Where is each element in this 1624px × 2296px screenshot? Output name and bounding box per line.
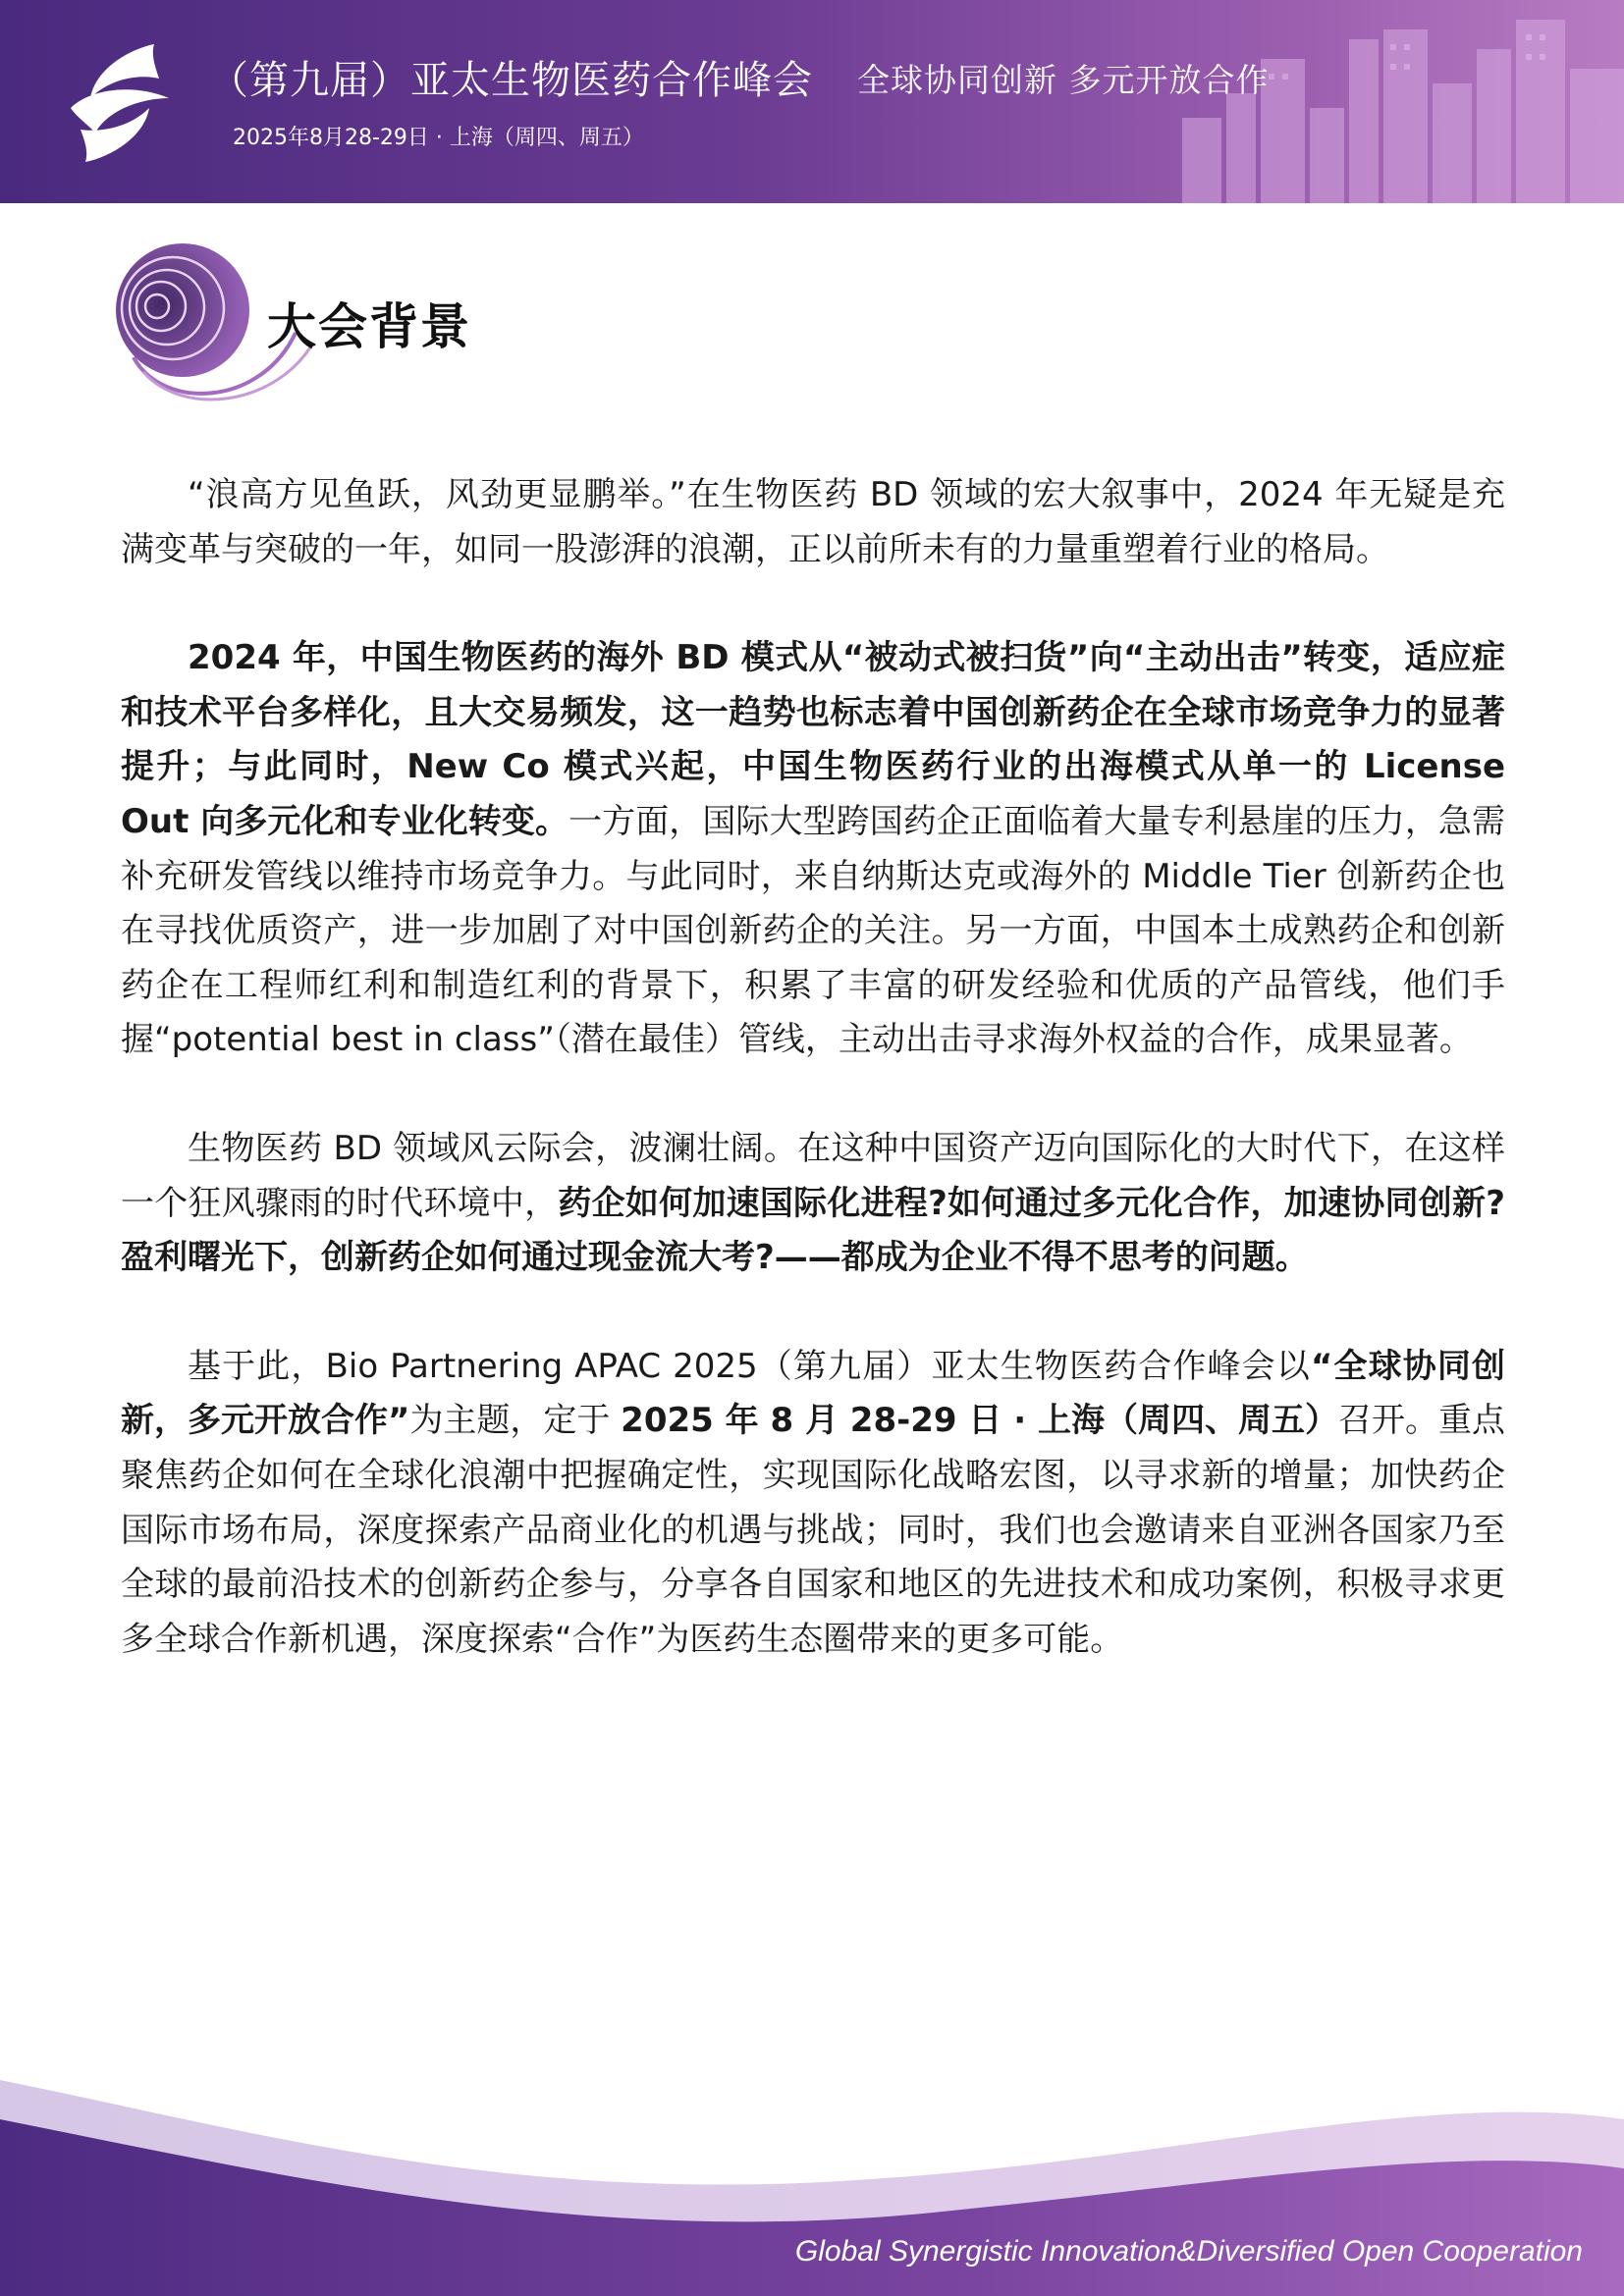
article-body [121, 468, 1505, 1721]
summit-title: （第九届）亚太生物医药合作峰会 [209, 58, 813, 103]
footer-wave [0, 1972, 1624, 2296]
header-banner [0, 0, 1624, 203]
paragraph-2: 2024 年，中国生物医药的海外 BD 模式从“被动式被扫货”向“主动出击”转变，适应症和技术平台多样化，且大交易频发，这一趋势也标志着中国创新药企在全球市场竞争力的显著提升；与此同时，New Co 模式兴起，中国生物医药行业的出海模式从单一的 License Out 向多元化和专业化转变。一方面，国际大型跨国药企正面临着大量专利悬崖的压力，急需补充研发管线以维持市场竞争力。与此同时，来自纳斯达克或海外的 Middle Tier 创新药企也在寻找优质资产，进一步加剧了对中国创新药企的关注。另一方面，中国本土成熟药企和创新药企在工程师红利和制造红利的背景下，积累了丰富的研发经验和优质的产品管线，他们手握“potential best in class”（潜在最佳）管线，主动出击寻求海外权益的合作，成果显著。 [121, 638, 1505, 1060]
section-title: 大会背景 [267, 298, 471, 355]
paragraph-1: “浪高方见鱼跃，风劲更显鹏举。”在生物医药 BD 领域的宏大叙事中，2024 年无疑是充满变革与突破的一年，如同一股澎湃的浪潮，正以前所未有的力量重塑着行业的格局。 [121, 475, 1505, 569]
summit-slogan: 全球协同创新 多元开放合作 [857, 61, 1270, 99]
footer-tagline: Global Synergistic Innovation&Diversified Open Cooperation [794, 2235, 1583, 2268]
summit-date: 2025年8月28-29日 · 上海（周四、周五） [233, 126, 644, 150]
swirl-logo-icon [61, 39, 179, 167]
paragraph-3: 生物医药 BD 领域风云际会，波澜壮阔。在这种中国资产迈向国际化的大时代下，在这样一个狂风骤雨的时代环境中，药企如何加速国际化进程?如何通过多元化合作，加速协同创新?盈利曙光下，创新药企如何通过现金流大考?——都成为企业不得不思考的问题。 [121, 1128, 1505, 1278]
city-skyline-icon [1172, 0, 1624, 203]
paragraph-4: 基于此，Bio Partnering APAC 2025（第九届）亚太生物医药合作峰会以“全球协同创新，多元开放合作”为主题，定于 2025 年 8 月 28-29 日 · 上海（周四、周五）召开。重点聚焦药企如何在全球化浪潮中把握确定性，实现国际化战略宏图，以寻求新的增量；加快药企国际市场布局，深度探索产品商业化的机遇与挑战；同时，我们也会邀请来自亚洲各国家乃至全球的最前沿技术的创新药企参与，分享各自国家和地区的先进技术和成功案例，积极寻求更多全球合作新机遇，深度探索“合作”为医药生态圈带来的更多可能。 [121, 1346, 1505, 1659]
